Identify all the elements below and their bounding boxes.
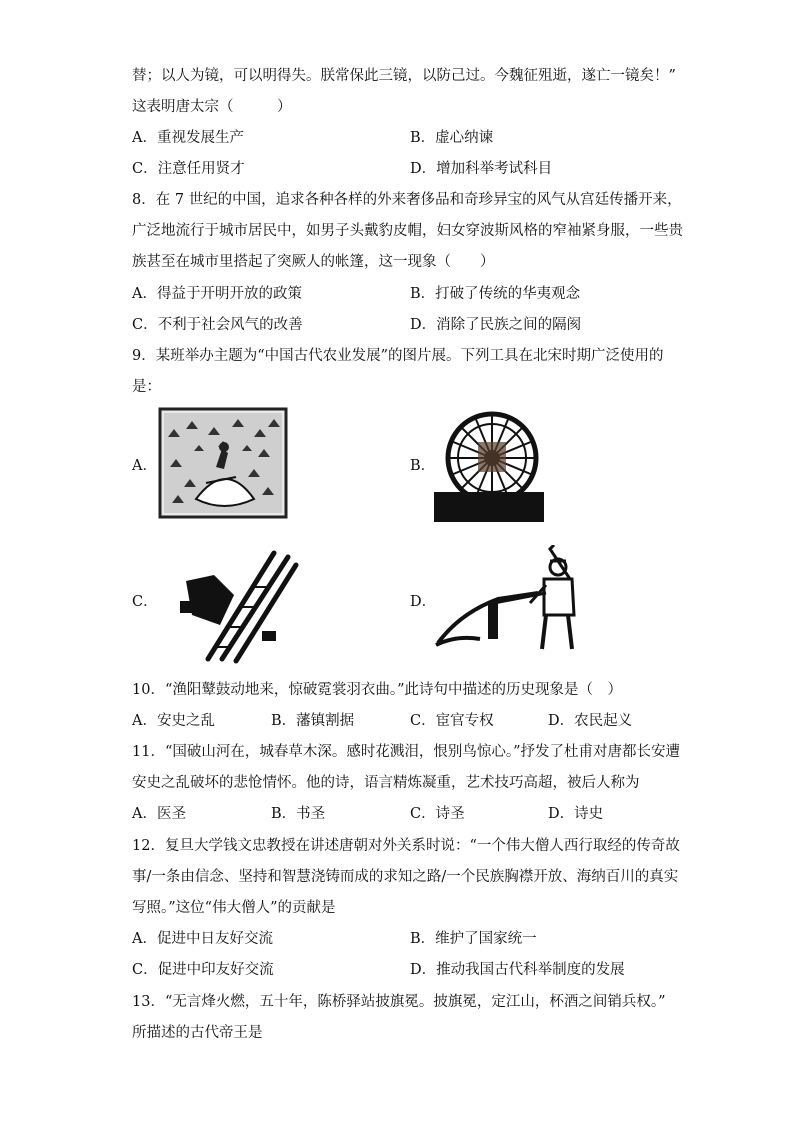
- q8-option-d[interactable]: D．消除了民族之间的隔阂: [410, 317, 582, 333]
- q10-option-c[interactable]: C．宦官专权: [410, 713, 494, 729]
- q12-option-a[interactable]: A．促进中日友好交流: [132, 931, 273, 947]
- q9-line-1: 9．某班举办主题为“中国古代农业发展”的图片展。下列工具在北宋时期广泛使用的: [132, 348, 664, 364]
- q8-line-3: 族甚至在城市里搭起了突厥人的帐篷，这一现象（ ）: [132, 254, 495, 270]
- q12-option-c[interactable]: C．促进中印友好交流: [132, 962, 274, 978]
- q10-option-d[interactable]: D．农民起义: [548, 713, 633, 729]
- q11-option-b[interactable]: B．书圣: [271, 806, 326, 822]
- q9-line-2: 是：: [132, 379, 161, 395]
- q13-line-1: 13．“无言烽火燃，五十年，陈桥驿站披旗冕。披旗冕，定江山，杯酒之间销兵权。”: [132, 994, 666, 1010]
- q7-option-b[interactable]: B．虚心纳谏: [410, 130, 494, 146]
- q10-line: 10．“渔阳鼙鼓动地来，惊破霓裳羽衣曲。”此诗句中描述的历史现象是（ ）: [132, 682, 623, 698]
- q12-line-3: 写照。”这位“伟大僧人”的贡献是: [132, 900, 336, 916]
- q7-option-c[interactable]: C．注意任用贤才: [132, 161, 245, 177]
- q11-option-c[interactable]: C．诗圣: [410, 806, 465, 822]
- q7-option-a[interactable]: A．重视发展生产: [132, 130, 244, 146]
- q8-line-1: 8．在 7 世纪的中国，追求各种各样的外来奢侈品和奇珍异宝的风气从宫廷传播开来，: [132, 192, 682, 208]
- plough-farmer-image[interactable]: [434, 545, 580, 657]
- q11-line-2: 安史之乱破坏的悲怆情怀。他的诗，语言精炼凝重，艺术技巧高超，被后人称为: [132, 775, 640, 791]
- q9-option-b-label[interactable]: B．: [410, 458, 436, 474]
- q12-option-b[interactable]: B．维护了国家统一: [410, 931, 537, 947]
- farming-woodcut-image[interactable]: [158, 407, 288, 519]
- q8-option-a[interactable]: A．得益于开明开放的政策: [132, 286, 302, 302]
- q11-option-a[interactable]: A．医圣: [132, 806, 186, 822]
- q8-option-c[interactable]: C．不利于社会风气的改善: [132, 317, 303, 333]
- q13-line-2: 所描述的古代帝王是: [132, 1025, 263, 1041]
- q7-line-1: 替；以人为镜，可以明得失。朕常保此三镜，以防己过。今魏征殂逝，遂亡一镜矣！”: [132, 68, 676, 84]
- q9-option-c-label[interactable]: C．: [132, 594, 158, 610]
- water-wheel-image[interactable]: [432, 408, 546, 523]
- q7-option-d[interactable]: D．增加科举考试科目: [410, 161, 553, 177]
- q8-line-2: 广泛地流行于城市居民中，如男子头戴豹皮帽，妇女穿波斯风格的窄袖紧身服，一些贵: [132, 223, 683, 239]
- q12-line-1: 12．复旦大学钱文忠教授在讲述唐朝对外关系时说：“一个伟大僧人西行取经的传奇故: [132, 838, 680, 854]
- q12-line-2: 事/一条由信念、坚持和智慧浇铸而成的求知之路/一个民族胸襟开放、海纳百川的真实: [132, 869, 679, 885]
- harrow-tool-image[interactable]: [178, 547, 300, 665]
- q9-option-d-label[interactable]: D．: [410, 594, 437, 610]
- q11-line-1: 11．“国破山河在，城春草木深。感时花溅泪，恨别鸟惊心。”抒发了杜甫对唐都长安遭: [132, 744, 681, 760]
- q10-option-a[interactable]: A．安史之乱: [132, 713, 215, 729]
- q10-option-b[interactable]: B．藩镇割据: [271, 713, 355, 729]
- q12-option-d[interactable]: D．推动我国古代科举制度的发展: [410, 962, 625, 978]
- q11-option-d[interactable]: D．诗史: [548, 806, 604, 822]
- q7-line-2: 这表明唐太宗（ ）: [132, 99, 292, 115]
- q9-option-a-label[interactable]: A．: [132, 458, 157, 474]
- q8-option-b[interactable]: B．打破了传统的华夷观念: [410, 286, 581, 302]
